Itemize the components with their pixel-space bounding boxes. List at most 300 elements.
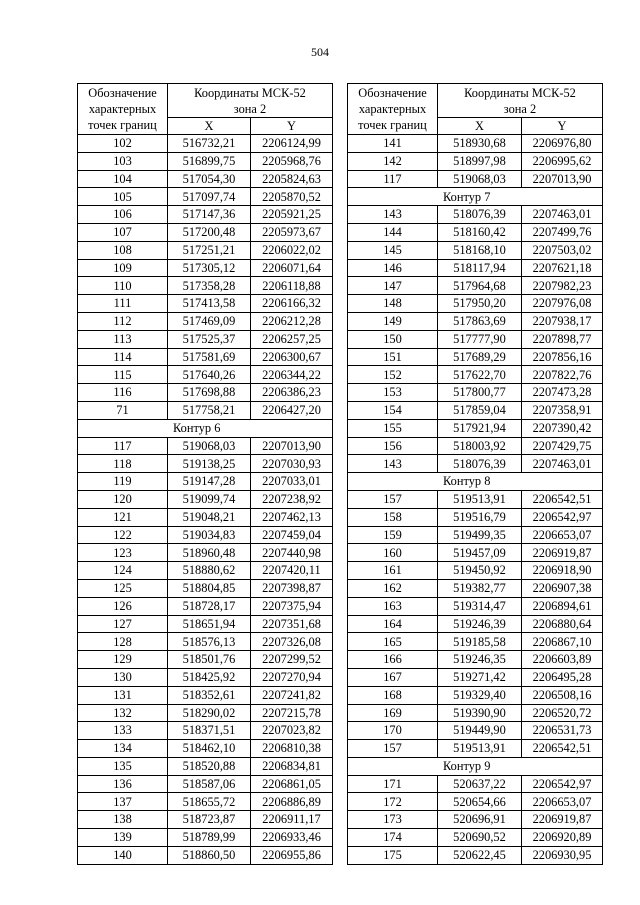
x-coordinate: 517758,21	[168, 401, 251, 419]
point-id: 143	[348, 455, 438, 473]
x-coordinate: 520654,66	[438, 793, 522, 811]
table-row	[348, 846, 603, 864]
x-coordinate: 517859,04	[438, 401, 522, 419]
y-coordinate: 2207420,11	[251, 562, 333, 580]
x-header: X	[438, 118, 522, 135]
y-coordinate: 2207013,90	[522, 170, 603, 188]
table-body	[78, 84, 333, 865]
table-row	[78, 330, 333, 348]
table-row	[78, 829, 333, 847]
y-coordinate: 2206531,73	[522, 722, 603, 740]
table-row	[78, 740, 333, 758]
y-coordinate: 2207238,92	[251, 490, 333, 508]
point-id: 113	[78, 330, 168, 348]
table-row	[348, 259, 603, 277]
y-coordinate: 2206995,62	[522, 152, 603, 170]
x-coordinate: 517525,37	[168, 330, 251, 348]
x-coordinate: 518501,76	[168, 651, 251, 669]
y-coordinate: 2206867,10	[522, 633, 603, 651]
x-coordinate: 518997,98	[438, 152, 522, 170]
point-id: 132	[78, 704, 168, 722]
point-id: 114	[78, 348, 168, 366]
table-row	[348, 686, 603, 704]
point-id: 110	[78, 277, 168, 295]
contour-cell	[348, 188, 603, 206]
coordinates-table-left	[77, 83, 333, 865]
point-id: 157	[348, 740, 438, 758]
table-row	[348, 615, 603, 633]
point-id: 135	[78, 757, 168, 775]
x-coordinate: 518076,39	[438, 206, 522, 224]
y-coordinate: 2207270,94	[251, 668, 333, 686]
point-id: 159	[348, 526, 438, 544]
table-row	[78, 579, 333, 597]
x-coordinate: 519390,90	[438, 704, 522, 722]
x-coordinate: 517147,36	[168, 206, 251, 224]
point-id: 126	[78, 597, 168, 615]
table-row	[348, 135, 603, 153]
point-id: 117	[78, 437, 168, 455]
x-coordinate: 519516,79	[438, 508, 522, 526]
table-row	[78, 615, 333, 633]
y-coordinate: 2206976,80	[522, 135, 603, 153]
x-coordinate: 519513,91	[438, 490, 522, 508]
x-coordinate: 518723,87	[168, 811, 251, 829]
x-coordinate: 519099,74	[168, 490, 251, 508]
point-id: 104	[78, 170, 168, 188]
point-id: 125	[78, 579, 168, 597]
point-id: 174	[348, 829, 438, 847]
point-id: 155	[348, 419, 438, 437]
y-coordinate: 2207503,02	[522, 241, 603, 259]
table-row	[78, 508, 333, 526]
point-id: 111	[78, 295, 168, 313]
x-coordinate: 516899,75	[168, 152, 251, 170]
table-row	[348, 704, 603, 722]
point-id: 140	[78, 846, 168, 864]
coordinates-table-right	[347, 83, 603, 865]
table-row	[78, 562, 333, 580]
table-row	[348, 277, 603, 295]
y-coordinate: 2206834,81	[251, 757, 333, 775]
x-coordinate: 518880,62	[168, 562, 251, 580]
point-id: 71	[78, 401, 168, 419]
x-coordinate: 519068,03	[438, 170, 522, 188]
page-number: 504	[311, 45, 329, 59]
y-coordinate: 2206257,25	[251, 330, 333, 348]
point-id: 139	[78, 829, 168, 847]
contour-row	[348, 188, 603, 206]
point-id: 115	[78, 366, 168, 384]
x-coordinate: 518804,85	[168, 579, 251, 597]
point-id: 142	[348, 152, 438, 170]
y-coordinate: 2206212,28	[251, 312, 333, 330]
table-row	[78, 597, 333, 615]
x-coordinate: 519382,77	[438, 579, 522, 597]
y-coordinate: 2207898,77	[522, 330, 603, 348]
contour-label: Контур 7	[443, 189, 491, 204]
points-header-line: характерных	[358, 102, 427, 116]
point-id: 127	[78, 615, 168, 633]
point-id: 117	[348, 170, 438, 188]
x-coordinate: 517777,90	[438, 330, 522, 348]
y-coordinate: 2207463,01	[522, 455, 603, 473]
y-coordinate: 2207982,23	[522, 277, 603, 295]
point-id: 157	[348, 490, 438, 508]
point-id: 128	[78, 633, 168, 651]
table-row	[78, 135, 333, 153]
y-coordinate: 2207463,01	[522, 206, 603, 224]
point-id: 153	[348, 384, 438, 402]
y-coordinate: 2206071,64	[251, 259, 333, 277]
table-row	[348, 579, 603, 597]
y-coordinate: 2206427,20	[251, 401, 333, 419]
coords-header-line: Координаты МСК-52	[194, 86, 306, 100]
y-coordinate: 2207215,78	[251, 704, 333, 722]
x-header: X	[168, 118, 251, 135]
table-row	[78, 259, 333, 277]
point-id: 118	[78, 455, 168, 473]
contour-cell	[348, 473, 603, 491]
point-id: 152	[348, 366, 438, 384]
y-coordinate: 2206603,89	[522, 651, 603, 669]
table-row	[78, 241, 333, 259]
x-coordinate: 517097,74	[168, 188, 251, 206]
y-coordinate: 2206955,86	[251, 846, 333, 864]
point-id: 141	[348, 135, 438, 153]
y-coordinate: 2206861,05	[251, 775, 333, 793]
y-coordinate: 2207621,18	[522, 259, 603, 277]
table-row	[348, 829, 603, 847]
x-coordinate: 519329,40	[438, 686, 522, 704]
point-id: 162	[348, 579, 438, 597]
table-row	[78, 206, 333, 224]
y-coordinate: 2207473,28	[522, 384, 603, 402]
y-coordinate: 2206907,38	[522, 579, 603, 597]
y-coordinate: 2206880,64	[522, 615, 603, 633]
point-id: 130	[78, 668, 168, 686]
points-header-line: точек границ	[358, 118, 427, 132]
contour-row	[78, 419, 333, 437]
table-row	[78, 633, 333, 651]
y-coordinate: 2207462,13	[251, 508, 333, 526]
point-id: 143	[348, 206, 438, 224]
table-row	[78, 277, 333, 295]
x-coordinate: 517863,69	[438, 312, 522, 330]
point-id: 138	[78, 811, 168, 829]
y-coordinate: 2206919,87	[522, 811, 603, 829]
x-coordinate: 517358,28	[168, 277, 251, 295]
table-row	[348, 366, 603, 384]
header-row	[348, 84, 603, 118]
y-coordinate: 2207440,98	[251, 544, 333, 562]
x-coordinate: 518960,48	[168, 544, 251, 562]
table-body	[348, 84, 603, 865]
table-row	[78, 348, 333, 366]
table-row	[348, 223, 603, 241]
y-coordinate: 2205870,52	[251, 188, 333, 206]
coords-header-line: зона 2	[503, 102, 537, 116]
points-header-line: Обозначение	[358, 86, 427, 100]
point-id: 106	[78, 206, 168, 224]
table-row	[78, 846, 333, 864]
point-id: 116	[78, 384, 168, 402]
point-id: 107	[78, 223, 168, 241]
y-coordinate: 2206894,61	[522, 597, 603, 615]
point-id: 156	[348, 437, 438, 455]
y-coordinate: 2207459,04	[251, 526, 333, 544]
table-row	[348, 455, 603, 473]
point-id: 154	[348, 401, 438, 419]
table-row	[348, 544, 603, 562]
point-id: 122	[78, 526, 168, 544]
table-row	[78, 312, 333, 330]
point-id: 120	[78, 490, 168, 508]
y-coordinate: 2206508,16	[522, 686, 603, 704]
table-row	[348, 437, 603, 455]
point-id: 160	[348, 544, 438, 562]
y-coordinate: 2207398,87	[251, 579, 333, 597]
x-coordinate: 520637,22	[438, 775, 522, 793]
table-row	[78, 401, 333, 419]
x-coordinate: 519450,92	[438, 562, 522, 580]
x-coordinate: 518789,99	[168, 829, 251, 847]
y-coordinate: 2207023,82	[251, 722, 333, 740]
x-coordinate: 518168,10	[438, 241, 522, 259]
x-coordinate: 519246,35	[438, 651, 522, 669]
x-coordinate: 518352,61	[168, 686, 251, 704]
table-row	[78, 223, 333, 241]
x-coordinate: 518160,42	[438, 223, 522, 241]
point-id: 108	[78, 241, 168, 259]
x-coordinate: 519147,28	[168, 473, 251, 491]
coords-header-line: зона 2	[233, 102, 267, 116]
x-coordinate: 517200,48	[168, 223, 251, 241]
y-coordinate: 2206542,51	[522, 490, 603, 508]
table-row	[78, 526, 333, 544]
y-coordinate: 2206344,22	[251, 366, 333, 384]
y-coordinate: 2207938,17	[522, 312, 603, 330]
y-coordinate: 2206919,87	[522, 544, 603, 562]
table-row	[78, 384, 333, 402]
x-coordinate: 517413,58	[168, 295, 251, 313]
table-row	[78, 455, 333, 473]
y-coordinate: 2207241,82	[251, 686, 333, 704]
point-id: 164	[348, 615, 438, 633]
x-coordinate: 519246,39	[438, 615, 522, 633]
y-coordinate: 2207856,16	[522, 348, 603, 366]
table-row	[348, 633, 603, 651]
table-row	[348, 384, 603, 402]
table-row	[348, 597, 603, 615]
x-coordinate: 518425,92	[168, 668, 251, 686]
table-row	[78, 437, 333, 455]
point-id: 170	[348, 722, 438, 740]
y-coordinate: 2207429,75	[522, 437, 603, 455]
table-row	[78, 152, 333, 170]
x-coordinate: 517054,30	[168, 170, 251, 188]
y-header: Y	[251, 118, 333, 135]
table-row	[348, 668, 603, 686]
point-id: 105	[78, 188, 168, 206]
table-row	[78, 775, 333, 793]
y-coordinate: 2206495,28	[522, 668, 603, 686]
x-coordinate: 518728,17	[168, 597, 251, 615]
table-row	[78, 544, 333, 562]
x-coordinate: 518076,39	[438, 455, 522, 473]
x-coordinate: 520622,45	[438, 846, 522, 864]
y-coordinate: 2206300,67	[251, 348, 333, 366]
point-id: 119	[78, 473, 168, 491]
point-id: 158	[348, 508, 438, 526]
points-header-line: точек границ	[88, 118, 157, 132]
table-row	[348, 170, 603, 188]
point-id: 134	[78, 740, 168, 758]
y-coordinate: 2206911,17	[251, 811, 333, 829]
x-coordinate: 517581,69	[168, 348, 251, 366]
point-id: 148	[348, 295, 438, 313]
y-coordinate: 2206124,99	[251, 135, 333, 153]
x-coordinate: 518520,88	[168, 757, 251, 775]
contour-row	[348, 473, 603, 491]
table-row	[78, 757, 333, 775]
table-row	[348, 740, 603, 758]
x-coordinate: 517251,21	[168, 241, 251, 259]
point-id: 172	[348, 793, 438, 811]
point-id: 112	[78, 312, 168, 330]
point-id: 124	[78, 562, 168, 580]
point-id: 150	[348, 330, 438, 348]
table-row	[348, 295, 603, 313]
x-coordinate: 520690,52	[438, 829, 522, 847]
y-coordinate: 2207358,91	[522, 401, 603, 419]
y-coordinate: 2207351,68	[251, 615, 333, 633]
point-id: 109	[78, 259, 168, 277]
points-header-line: характерных	[88, 102, 157, 116]
table-row	[348, 312, 603, 330]
x-coordinate: 519185,58	[438, 633, 522, 651]
point-id: 102	[78, 135, 168, 153]
x-coordinate: 517950,20	[438, 295, 522, 313]
point-id: 103	[78, 152, 168, 170]
table-row	[348, 526, 603, 544]
table-row	[78, 188, 333, 206]
y-coordinate: 2206933,46	[251, 829, 333, 847]
x-coordinate: 519271,42	[438, 668, 522, 686]
coords-header-cell	[438, 84, 603, 118]
x-coordinate: 519449,90	[438, 722, 522, 740]
table-row	[348, 775, 603, 793]
table-row	[348, 241, 603, 259]
point-id: 161	[348, 562, 438, 580]
table-row	[78, 704, 333, 722]
x-coordinate: 516732,21	[168, 135, 251, 153]
x-coordinate: 517689,29	[438, 348, 522, 366]
x-coordinate: 518651,94	[168, 615, 251, 633]
table-row	[348, 490, 603, 508]
x-coordinate: 518587,06	[168, 775, 251, 793]
y-coordinate: 2207326,08	[251, 633, 333, 651]
table-row	[348, 793, 603, 811]
x-coordinate: 518655,72	[168, 793, 251, 811]
x-coordinate: 519034,83	[168, 526, 251, 544]
point-id: 129	[78, 651, 168, 669]
y-coordinate: 2206653,07	[522, 526, 603, 544]
contour-label: Контур 9	[443, 759, 491, 774]
coords-header-line: Координаты МСК-52	[464, 86, 576, 100]
y-coordinate: 2206930,95	[522, 846, 603, 864]
x-coordinate: 518117,94	[438, 259, 522, 277]
point-id: 168	[348, 686, 438, 704]
x-coordinate: 518860,50	[168, 846, 251, 864]
table-row	[348, 508, 603, 526]
point-id: 151	[348, 348, 438, 366]
y-coordinate: 2206810,38	[251, 740, 333, 758]
table-row	[348, 348, 603, 366]
x-coordinate: 517469,09	[168, 312, 251, 330]
point-id: 121	[78, 508, 168, 526]
table-row	[78, 811, 333, 829]
point-id: 163	[348, 597, 438, 615]
table-row	[78, 490, 333, 508]
x-coordinate: 518930,68	[438, 135, 522, 153]
table-row	[78, 722, 333, 740]
y-coordinate: 2206520,72	[522, 704, 603, 722]
x-coordinate: 518371,51	[168, 722, 251, 740]
table-row	[78, 170, 333, 188]
x-coordinate: 518576,13	[168, 633, 251, 651]
header-row	[78, 84, 333, 118]
table-row	[78, 793, 333, 811]
point-id: 146	[348, 259, 438, 277]
y-coordinate: 2206022,02	[251, 241, 333, 259]
y-coordinate: 2207375,94	[251, 597, 333, 615]
point-id: 166	[348, 651, 438, 669]
y-coordinate: 2206386,23	[251, 384, 333, 402]
table-row	[78, 473, 333, 491]
x-coordinate: 517964,68	[438, 277, 522, 295]
x-coordinate: 519138,25	[168, 455, 251, 473]
contour-label: Контур 8	[443, 474, 491, 489]
x-coordinate: 517921,94	[438, 419, 522, 437]
point-id: 149	[348, 312, 438, 330]
y-coordinate: 2205968,76	[251, 152, 333, 170]
y-coordinate: 2207030,93	[251, 455, 333, 473]
y-coordinate: 2207013,90	[251, 437, 333, 455]
x-coordinate: 517698,88	[168, 384, 251, 402]
point-id: 145	[348, 241, 438, 259]
x-coordinate: 517622,70	[438, 366, 522, 384]
point-id: 136	[78, 775, 168, 793]
point-id: 171	[348, 775, 438, 793]
point-id: 144	[348, 223, 438, 241]
points-header-cell	[348, 84, 438, 135]
table-row	[348, 562, 603, 580]
y-coordinate: 2206542,97	[522, 775, 603, 793]
point-id: 169	[348, 704, 438, 722]
x-coordinate: 518290,02	[168, 704, 251, 722]
y-coordinate: 2205973,67	[251, 223, 333, 241]
point-id: 175	[348, 846, 438, 864]
points-header-line: Обозначение	[88, 86, 157, 100]
y-coordinate: 2206653,07	[522, 793, 603, 811]
x-coordinate: 518003,92	[438, 437, 522, 455]
table-row	[348, 811, 603, 829]
y-coordinate: 2206118,88	[251, 277, 333, 295]
contour-cell	[78, 419, 333, 437]
point-id: 123	[78, 544, 168, 562]
y-header: Y	[522, 118, 603, 135]
